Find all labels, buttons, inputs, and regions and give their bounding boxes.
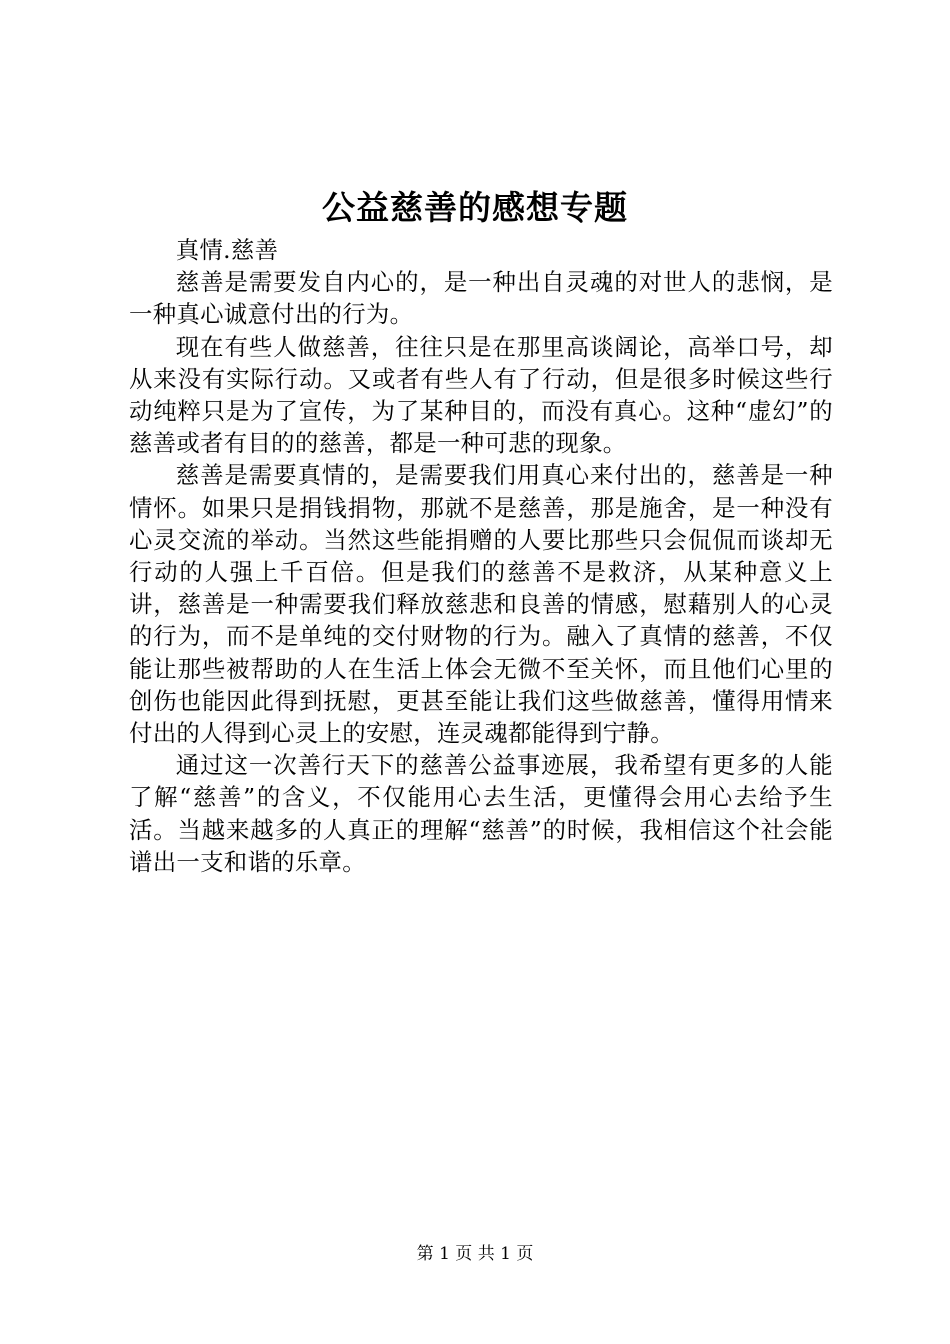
document-title: 公益慈善的感想专题 bbox=[322, 188, 628, 227]
paragraph-2: 现在有些人做慈善，往往只是在那里高谈阔论，高举口号，却从来没有实际行动。又或者有些人有了行动，但是很多时候这些行动纯粹只是为了宣传，为了某种目的，而没有真心。这种“虚幻”的慈善或者有目的的慈善，都是一种可悲的现象。 bbox=[129, 332, 833, 458]
paragraph-1: 慈善是需要发自内心的，是一种出自灵魂的对世人的悲悯，是一种真心诚意付出的行为。 bbox=[129, 268, 833, 329]
paragraph-3: 慈善是需要真情的，是需要我们用真心来付出的，慈善是一种情怀。如果只是捐钱捐物，那就不是慈善，那是施舍，是一种没有心灵交流的举动。当然这些能捐赠的人要比那些只会侃侃而谈却无行动的人强上千百倍。但是我们的慈善不是救济，从某种意义上讲，慈善是一种需要我们释放慈悲和良善的情感，慰藉别人的心灵的行为，而不是单纯的交付财物的行为。融入了真情的慈善，不仅能让那些被帮助的人在生活上体会无微不至关怀，而且他们心里的创伤也能因此得到抚慰，更甚至能让我们这些做慈善，懂得用情来付出的人得到心灵上的安慰，连灵魂都能得到宁静。 bbox=[129, 461, 833, 748]
paragraph-4: 通过这一次善行天下的慈善公益事迹展，我希望有更多的人能了解“慈善”的含义，不仅能用心去生活，更懂得会用心去给予生活。当越来越多的人真正的理解“慈善”的时候，我相信这个社会能谱出一支和谐的乐章。 bbox=[129, 751, 833, 876]
page-number-footer: 第 1 页 共 1 页 bbox=[416, 1244, 534, 1264]
paragraph-subtitle: 真情.慈善 bbox=[175, 236, 279, 264]
document-body bbox=[129, 234, 833, 878]
